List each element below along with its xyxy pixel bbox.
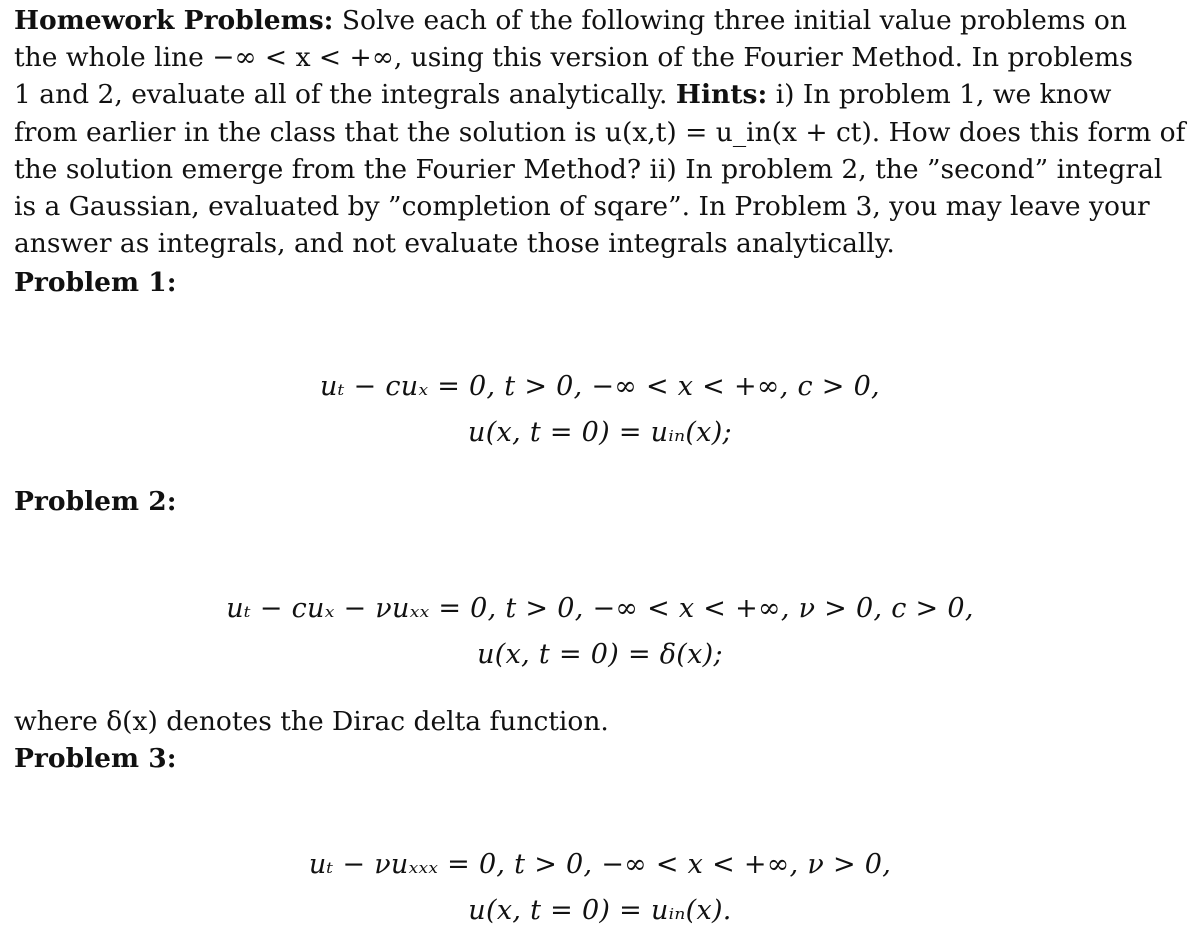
intro-line-1-text: Solve each of the following three initial value problems on [341,5,1127,36]
intro-line-2: the whole line −∞ < x < +∞, using this version of the Fourier Method. In problems [14,42,1133,74]
intro-line-1 [14,2,1185,39]
intro-title: Homework Problems: [14,5,334,36]
hints-label: Hints: [675,79,768,111]
problem-3-equation-2: u(x, t = 0) = uᵢₙ(x). [468,895,732,926]
problem-2-equation-1: uₜ − cuₓ − νuₓₓ = 0, t > 0, −∞ < x < +∞, ν > 0, c > 0, [226,593,974,624]
problem-1-equations [14,364,1186,456]
problem-1-heading: Problem 1: [14,267,177,298]
intro-line-6: is a Gaussian, evaluated by ”completion of sqare”. In Problem 3, you may leave your [14,191,1150,223]
problem-2-equations [14,586,1186,678]
problem-2-note: where δ(x) denotes the Dirac delta function. [14,706,609,737]
problem-2-equation-2: u(x, t = 0) = δ(x); [477,639,723,670]
intro-line-4: from earlier in the class that the solution is u(x,t) = u_in(x + ct). How does this form of [14,116,1186,148]
problem-1-equation-2: u(x, t = 0) = uᵢₙ(x); [468,417,732,448]
problem-2-heading: Problem 2: [14,486,177,517]
problem-3-equation-1: uₜ − νuₓₓₓ = 0, t > 0, −∞ < x < +∞, ν > 0, [308,849,892,880]
intro-line-3-text: 1 and 2, evaluate all of the integrals analytically. [14,79,668,111]
intro-line-7: answer as integrals, and not evaluate those integrals analytically. [14,228,895,260]
intro-paragraph [14,2,1185,262]
problem-1-equation-1: uₜ − cuₓ = 0, t > 0, −∞ < x < +∞, c > 0, [320,371,880,402]
intro-line-3-hint: i) In problem 1, we know [775,79,1112,111]
intro-line-3 [14,76,1185,113]
intro-line-5: the solution emerge from the Fourier Method? ii) In problem 2, the ”second” integral [14,153,1163,185]
problem-3-equations [14,842,1186,934]
problem-3-heading: Problem 3: [14,743,177,774]
